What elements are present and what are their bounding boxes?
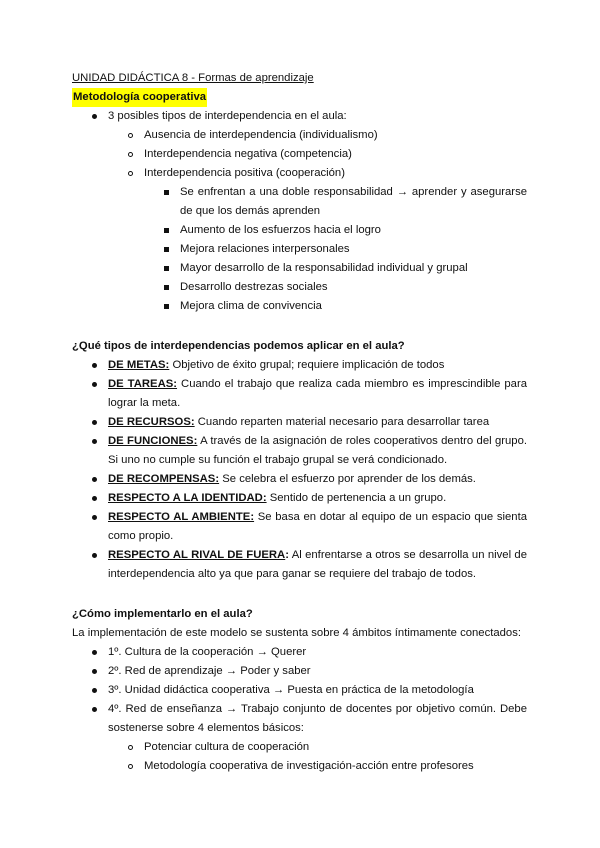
list-item: Ausencia de interdependencia (individualismo) bbox=[144, 129, 378, 141]
list-item: Interdependencia positiva (cooperación) bbox=[144, 167, 345, 179]
circle-bullet-icon bbox=[128, 745, 133, 750]
circle-bullet-icon bbox=[128, 133, 133, 138]
term: DE METAS: bbox=[108, 359, 170, 371]
bullet-icon bbox=[92, 477, 97, 482]
list-item-continuation: interdependencia alto ya que para ganar se requiere del trabajo de todos. bbox=[108, 568, 477, 580]
circle-bullet-icon bbox=[128, 171, 133, 176]
list-item-continuation: de que los demás aprenden bbox=[180, 205, 321, 217]
circle-bullet-icon bbox=[128, 764, 133, 769]
list-item: Mayor desarrollo de la responsabilidad individual y grupal bbox=[180, 262, 468, 274]
list-item: Potenciar cultura de cooperación bbox=[144, 741, 310, 753]
list-item bbox=[108, 546, 527, 565]
square-bullet-icon bbox=[164, 304, 169, 309]
definition: Cuando reparten material necesario para desarrollar tarea bbox=[197, 416, 490, 428]
list-item: Mejora clima de convivencia bbox=[180, 300, 322, 312]
list-item: Desarrollo destrezas sociales bbox=[180, 281, 328, 293]
list-item bbox=[108, 356, 444, 375]
list-item-continuation: lograr la meta. bbox=[108, 397, 181, 409]
term: DE RECOMPENSAS: bbox=[108, 473, 220, 485]
list-item-continuation: Si uno no cumple su función el trabajo grupal se verá condicionado. bbox=[108, 454, 448, 466]
list-item: Metodología cooperativa de investigación-acción entre profesores bbox=[144, 760, 474, 772]
square-bullet-icon bbox=[164, 285, 169, 290]
definition: Objetivo de éxito grupal; requiere implicación de todos bbox=[172, 359, 445, 371]
section-question: ¿Cómo implementarlo en el aula? bbox=[72, 608, 253, 620]
term: DE RECURSOS: bbox=[108, 416, 195, 428]
list-item: Aumento de los esfuerzos hacia el logro bbox=[180, 224, 381, 236]
bullet-icon bbox=[92, 114, 97, 119]
list-item: Interdependencia negativa (competencia) bbox=[144, 148, 352, 160]
list-item: Se enfrentan a una doble responsabilidad → aprender y asegurarse bbox=[180, 186, 527, 198]
term: RESPECTO AL RIVAL DE FUERA bbox=[108, 549, 286, 561]
definition: Cuando el trabajo que realiza cada miembro es imprescindible para bbox=[181, 378, 528, 390]
bullet-icon bbox=[92, 688, 97, 693]
circle-bullet-icon bbox=[128, 152, 133, 157]
square-bullet-icon bbox=[164, 247, 169, 252]
bullet-icon bbox=[92, 382, 97, 387]
list-item bbox=[108, 432, 527, 451]
list-item: 2º. Red de aprendizaje → Poder y saber bbox=[108, 665, 311, 677]
square-bullet-icon bbox=[164, 190, 169, 195]
list-item bbox=[108, 375, 527, 394]
term: DE TAREAS: bbox=[108, 378, 178, 390]
definition: A través de la asignación de roles cooperativos dentro del grupo. bbox=[200, 435, 528, 447]
term-colon: : bbox=[285, 549, 289, 561]
definition: Se celebra el esfuerzo por aprender de los demás. bbox=[222, 473, 476, 485]
bullet-icon bbox=[92, 363, 97, 368]
bullet-icon bbox=[92, 420, 97, 425]
bullet-icon bbox=[92, 439, 97, 444]
list-item-continuation: sostenerse sobre 4 elementos básicos: bbox=[108, 722, 304, 734]
section-question: ¿Qué tipos de interdependencias podemos aplicar en el aula? bbox=[72, 340, 405, 352]
term: DE FUNCIONES: bbox=[108, 435, 198, 447]
paragraph: La implementación de este modelo se sustenta sobre 4 ámbitos íntimamente conectados: bbox=[72, 627, 521, 639]
definition: Se basa en dotar al equipo de un espacio que sienta bbox=[257, 511, 527, 523]
definition: Al enfrentarse a otros se desarrolla un nivel de bbox=[291, 549, 527, 561]
list-item: 1º. Cultura de la cooperación → Querer bbox=[108, 646, 307, 658]
bullet-icon bbox=[92, 650, 97, 655]
term: RESPECTO A LA IDENTIDAD: bbox=[108, 492, 267, 504]
list-item: Mejora relaciones interpersonales bbox=[180, 243, 350, 255]
bullet-icon bbox=[92, 496, 97, 501]
list-item: 4º. Red de enseñanza → Trabajo conjunto de docentes por objetivo común. Debe bbox=[108, 703, 527, 715]
bullet-icon bbox=[92, 669, 97, 674]
section-title: Metodología cooperativa bbox=[72, 88, 207, 107]
bullet-icon bbox=[92, 707, 97, 712]
unit-title: UNIDAD DIDÁCTICA 8 - Formas de aprendizaje bbox=[72, 72, 314, 84]
list-item bbox=[108, 470, 476, 489]
list-item bbox=[108, 413, 489, 432]
square-bullet-icon bbox=[164, 266, 169, 271]
bullet-icon bbox=[92, 515, 97, 520]
square-bullet-icon bbox=[164, 228, 169, 233]
list-item bbox=[108, 489, 446, 508]
list-item-continuation: como propio. bbox=[108, 530, 174, 542]
term: RESPECTO AL AMBIENTE: bbox=[108, 511, 255, 523]
list-item bbox=[108, 508, 527, 527]
definition: Sentido de pertenencia a un grupo. bbox=[269, 492, 447, 504]
list-item: 3º. Unidad didáctica cooperativa → Puesta en práctica de la metodología bbox=[108, 684, 474, 696]
bullet-icon bbox=[92, 553, 97, 558]
list-item: 3 posibles tipos de interdependencia en el aula: bbox=[108, 110, 347, 122]
